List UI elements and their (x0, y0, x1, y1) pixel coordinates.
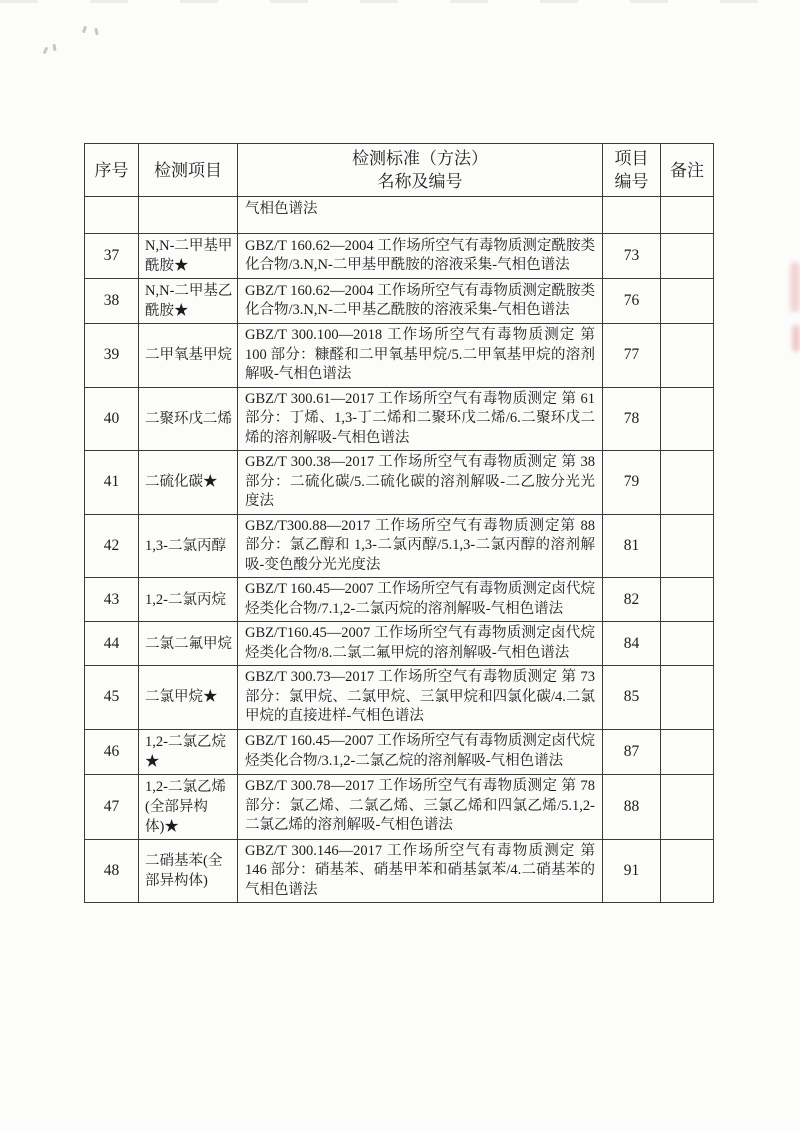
table-row (85, 666, 714, 730)
cell-index: 48 (85, 839, 139, 903)
cell-standard: GBZ/T 160.62—2004 工作场所空气有毒物质测定酰胺类化合物/3.N,N-二甲基乙酰胺的溶液采集-气相色谱法 (238, 279, 603, 324)
cell-project-no: 79 (603, 451, 661, 515)
cell-remark (661, 387, 714, 451)
header-project-no-line1: 项目 (614, 149, 649, 168)
cell-item: 二氯甲烷★ (139, 666, 238, 730)
cell-standard: GBZ/T160.45—2007 工作场所空气有毒物质测定卤代烷烃类化合物/8.二氯二氟甲烷的溶剂解吸-气相色谱法 (238, 622, 603, 666)
cell-index: 44 (85, 622, 139, 666)
cell-project-no: 88 (603, 774, 661, 839)
cell-index: 43 (85, 578, 139, 622)
cell-project-no: 85 (603, 666, 661, 730)
cell-remark (661, 234, 714, 279)
cell-item: N,N-二甲基甲酰胺★ (139, 234, 238, 279)
pencil-mark (52, 44, 56, 51)
table-row (85, 774, 714, 839)
table-row (85, 387, 714, 451)
cell-index: 45 (85, 666, 139, 730)
header-project-no (603, 144, 661, 197)
cell-project-no (603, 197, 661, 234)
header-item: 检测项目 (139, 144, 238, 197)
cell-remark (661, 451, 714, 515)
cell-project-no: 73 (603, 234, 661, 279)
cell-index: 46 (85, 729, 139, 774)
scan-edge-artifact (0, 0, 800, 3)
cell-item: 二甲氧基甲烷 (139, 324, 238, 388)
cell-project-no: 84 (603, 622, 661, 666)
cell-item: 二硫化碳★ (139, 451, 238, 515)
cell-project-no: 87 (603, 729, 661, 774)
cell-index: 41 (85, 451, 139, 515)
cell-item: 二氯二氟甲烷 (139, 622, 238, 666)
cell-remark (661, 514, 714, 578)
cell-item (139, 197, 238, 234)
pencil-mark (82, 26, 87, 34)
cell-remark (661, 839, 714, 903)
cell-remark (661, 666, 714, 730)
red-stamp-edge-artifact (792, 325, 800, 352)
cell-standard: GBZ/T 160.45—2007 工作场所空气有毒物质测定卤代烷烃类化合物/7.1,2-二氯丙烷的溶剂解吸-气相色谱法 (238, 578, 603, 622)
cell-standard: GBZ/T 160.45—2007 工作场所空气有毒物质测定卤代烷烃类化合物/3.1,2-二氯乙烷的溶剂解吸-气相色谱法 (238, 729, 603, 774)
table-header-row (85, 144, 714, 197)
header-standard (238, 144, 603, 197)
cell-index: 37 (85, 234, 139, 279)
cell-remark (661, 324, 714, 388)
table-row (85, 279, 714, 324)
header-standard-line2: 名称及编号 (377, 172, 463, 191)
header-standard-line1: 检测标准（方法） (352, 149, 488, 168)
cell-item: 1,2-二氯乙烯(全部异构体)★ (139, 774, 238, 839)
cell-project-no: 78 (603, 387, 661, 451)
header-index: 序号 (85, 144, 139, 197)
cell-item: 二聚环戊二烯 (139, 387, 238, 451)
header-remark: 备注 (661, 144, 714, 197)
table-row (85, 514, 714, 578)
cell-remark (661, 729, 714, 774)
cell-remark (661, 774, 714, 839)
cell-standard: GBZ/T 300.100—2018 工作场所空气有毒物质测定 第 100 部分：糠醛和二甲氧基甲烷/5.二甲氧基甲烷的溶剂解吸-气相色谱法 (238, 324, 603, 388)
table-row (85, 839, 714, 903)
table-row (85, 234, 714, 279)
cell-standard: GBZ/T 300.61—2017 工作场所空气有毒物质测定 第 61 部分：丁烯、1,3-丁二烯和二聚环戊二烯/6.二聚环戊二烯的溶剂解吸-气相色谱法 (238, 387, 603, 451)
cell-standard: GBZ/T 300.78—2017 工作场所空气有毒物质测定 第 78 部分：氯乙烯、二氯乙烯、三氯乙烯和四氯乙烯/5.1,2-二氯乙烯的溶剂解吸-气相色谱法 (238, 774, 603, 839)
header-project-no-line2: 编号 (614, 172, 649, 191)
cell-item: N,N-二甲基乙酰胺★ (139, 279, 238, 324)
cell-standard: 气相色谱法 (238, 197, 603, 234)
pencil-mark (94, 28, 99, 36)
cell-standard: GBZ/T300.88—2017 工作场所空气有毒物质测定第 88 部分：氯乙醇和 1,3-二氯丙醇/5.1,3-二氯丙醇的溶剂解吸-变色酸分光光度法 (238, 514, 603, 578)
cell-standard: GBZ/T 300.146—2017 工作场所空气有毒物质测定 第 146 部分：硝基苯、硝基甲苯和硝基氯苯/4.二硝基苯的气相色谱法 (238, 839, 603, 903)
table-row (85, 324, 714, 388)
table-row (85, 578, 714, 622)
table-row (85, 451, 714, 515)
cell-item: 1,2-二氯乙烷★ (139, 729, 238, 774)
cell-remark (661, 622, 714, 666)
test-standards-table (84, 143, 714, 903)
cell-standard: GBZ/T 300.38—2017 工作场所空气有毒物质测定 第 38 部分：二硫化碳/5.二硫化碳的溶剂解吸-二乙胺分光光度法 (238, 451, 603, 515)
cell-remark (661, 578, 714, 622)
cell-item: 1,2-二氯丙烷 (139, 578, 238, 622)
cell-standard: GBZ/T 160.62—2004 工作场所空气有毒物质测定酰胺类化合物/3.N,N-二甲基甲酰胺的溶液采集-气相色谱法 (238, 234, 603, 279)
cell-standard: GBZ/T 300.73—2017 工作场所空气有毒物质测定 第 73 部分：氯甲烷、二氯甲烷、三氯甲烷和四氯化碳/4.二氯甲烷的直接进样-气相色谱法 (238, 666, 603, 730)
red-stamp-edge-artifact (790, 262, 800, 312)
cell-project-no: 91 (603, 839, 661, 903)
cell-index (85, 197, 139, 234)
cell-item: 二硝基苯(全部异构体) (139, 839, 238, 903)
cell-project-no: 76 (603, 279, 661, 324)
table-row (85, 197, 714, 234)
cell-index: 39 (85, 324, 139, 388)
cell-project-no: 82 (603, 578, 661, 622)
cell-index: 47 (85, 774, 139, 839)
cell-remark (661, 197, 714, 234)
table-row (85, 729, 714, 774)
table-row (85, 622, 714, 666)
pencil-mark (43, 47, 49, 55)
cell-project-no: 77 (603, 324, 661, 388)
cell-index: 38 (85, 279, 139, 324)
cell-remark (661, 279, 714, 324)
cell-project-no: 81 (603, 514, 661, 578)
cell-item: 1,3-二氯丙醇 (139, 514, 238, 578)
cell-index: 40 (85, 387, 139, 451)
cell-index: 42 (85, 514, 139, 578)
